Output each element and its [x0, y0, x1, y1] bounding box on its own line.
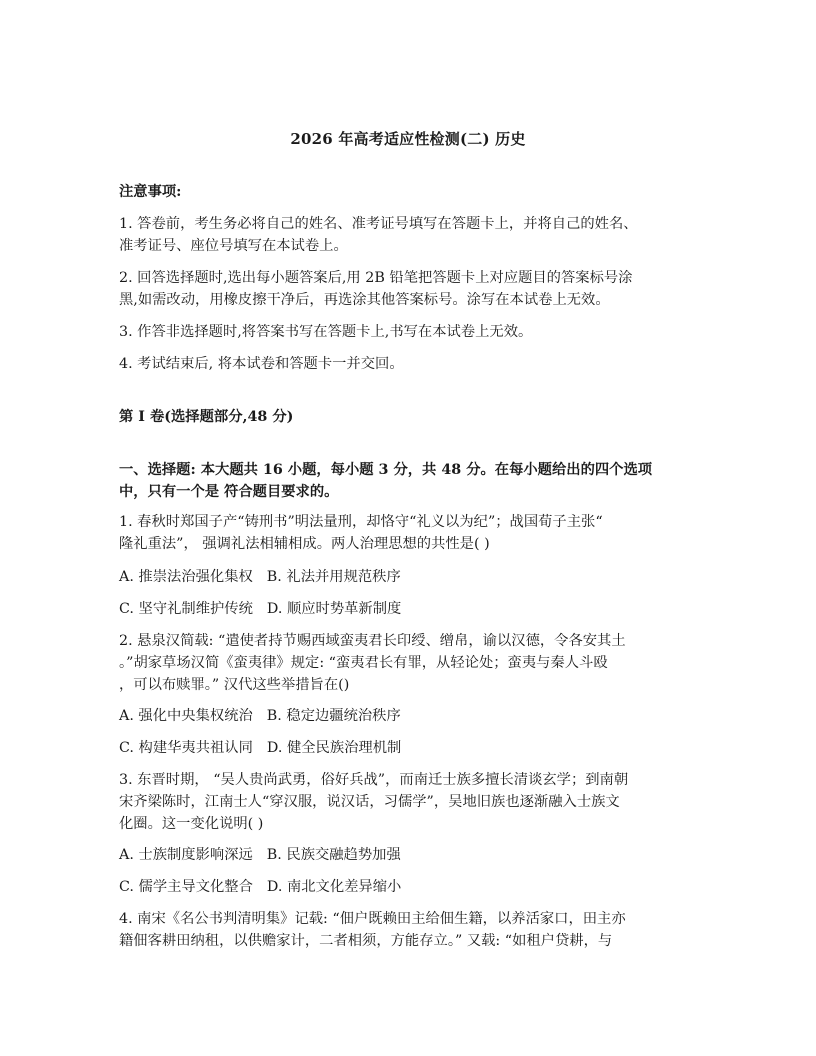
question-2-stem-line-1: 2. 悬泉汉简载: “遣使者持节赐西域蛮夷君长印绶、缯帛，谕以汉德，令各安其土 — [119, 633, 626, 649]
question-3-option-b[interactable]: B. 民族交融趋势加强 — [266, 847, 401, 863]
question-3-option-a[interactable]: A. 士族制度影响深远 — [119, 847, 253, 863]
notice-item-4-line-1: 4. 考试结束后, 将本试卷和答题卡一并交回。 — [119, 356, 404, 372]
question-2-option-a[interactable]: A. 强化中央集权统治 — [119, 708, 253, 724]
notice-heading: 注意事项: — [119, 184, 182, 200]
question-1-stem — [119, 511, 699, 555]
notice-item-2-line-1: 2. 回答选择题时,选出每小题答案后,用 2B 铅笔把答题卡上对应题目的答案标号涂 — [119, 270, 633, 286]
question-3-options-row-2 — [119, 876, 699, 898]
notice-item-4 — [119, 353, 699, 375]
question-2-option-d[interactable]: D. 健全民族治理机制 — [266, 740, 402, 756]
question-4-stem-line-2: 籍佃客耕田纳租，以供赡家计，二者相须，方能存立。” 又载: “如租户贷耕，与 — [119, 933, 613, 949]
part1-heading: 第 I 卷(选择题部分,48 分) — [119, 409, 294, 425]
notice-item-3-line-1: 3. 作答非选择题时,将答案书写在答题卡上,书写在本试卷上无效。 — [119, 324, 533, 340]
question-2-stem-line-2: 。”胡家草场汉简《蛮夷律》规定: “蛮夷君长有罪，从轻论处；蛮夷与秦人斗殴 — [119, 655, 608, 671]
exam-title: 2026 年高考适应性检测(二) 历史 — [290, 130, 526, 148]
question-1-option-b[interactable]: B. 礼法并用规范秩序 — [266, 569, 401, 585]
question-2-stem-line-3: ，可以布赎罪。” 汉代这些举措旨在() — [119, 677, 350, 693]
question-2-option-b[interactable]: B. 稳定边疆统治秩序 — [266, 708, 401, 724]
question-3-option-d[interactable]: D. 南北文化差异缩小 — [266, 879, 402, 895]
notice-item-3 — [119, 321, 699, 343]
question-2-options-row-1 — [119, 705, 699, 727]
question-3-stem — [119, 769, 699, 835]
question-1-stem-line-2: 隆礼重法”， 强调礼法相辅相成。两人治理思想的共性是( ) — [119, 536, 490, 552]
notice-item-1-line-1: 1. 答卷前，考生务必将自己的姓名、准考证号填写在答题卡上，并将自己的姓名、 — [119, 216, 638, 232]
section-instructions — [119, 459, 699, 503]
question-1-stem-line-1: 1. 春秋时郑国子产“铸刑书”明法量刑，却恪守“礼义以为纪”；战国荀子主张“ — [119, 514, 603, 530]
question-1-options-row-1 — [119, 566, 699, 588]
question-2-option-c[interactable]: C. 构建华夷共祖认同 — [119, 740, 253, 756]
notice-item-1-line-2: 准考证号、座位号填写在本试卷上。 — [119, 238, 348, 254]
section-instructions-line-2: 中，只有一个是 符合题目要求的。 — [119, 484, 339, 500]
question-2-options-row-2 — [119, 737, 699, 759]
section-instructions-line-1: 一、选择题: 本大题共 16 小题，每小题 3 分，共 48 分。在每小题给出的四个选项 — [119, 462, 653, 478]
question-1-option-d[interactable]: D. 顺应时势革新制度 — [266, 601, 402, 617]
notice-item-2-line-2: 黑,如需改动，用橡皮擦干净后，再选涂其他答案标号。涂写在本试卷上无效。 — [119, 292, 610, 308]
question-3-option-c[interactable]: C. 儒学主导文化整合 — [119, 879, 253, 895]
question-1-option-a[interactable]: A. 推崇法治强化集权 — [119, 569, 253, 585]
question-3-stem-line-1: 3. 东晋时期， “吴人贵尚武勇，俗好兵战”，而南迁士族多擅长清谈玄学；到南朝 — [119, 772, 629, 788]
question-2-stem — [119, 630, 699, 696]
question-3-stem-line-2: 宋齐梁陈时，江南士人“穿汉服，说汉话，习儒学”，吴地旧族也逐渐融入士族文 — [119, 794, 620, 810]
question-4-stem-line-1: 4. 南宋《名公书判清明集》记载: “佃户既赖田主给佃生籍，以养活家口，田主亦 — [119, 911, 626, 927]
question-1-options-row-2 — [119, 598, 699, 620]
question-4-stem — [119, 908, 699, 952]
question-3-options-row-1 — [119, 844, 699, 866]
notice-item-2 — [119, 267, 699, 311]
question-1-option-c[interactable]: C. 坚守礼制维护传统 — [119, 601, 253, 617]
question-3-stem-line-3: 化圈。这一变化说明( ) — [119, 816, 264, 832]
notice-item-1 — [119, 213, 699, 257]
